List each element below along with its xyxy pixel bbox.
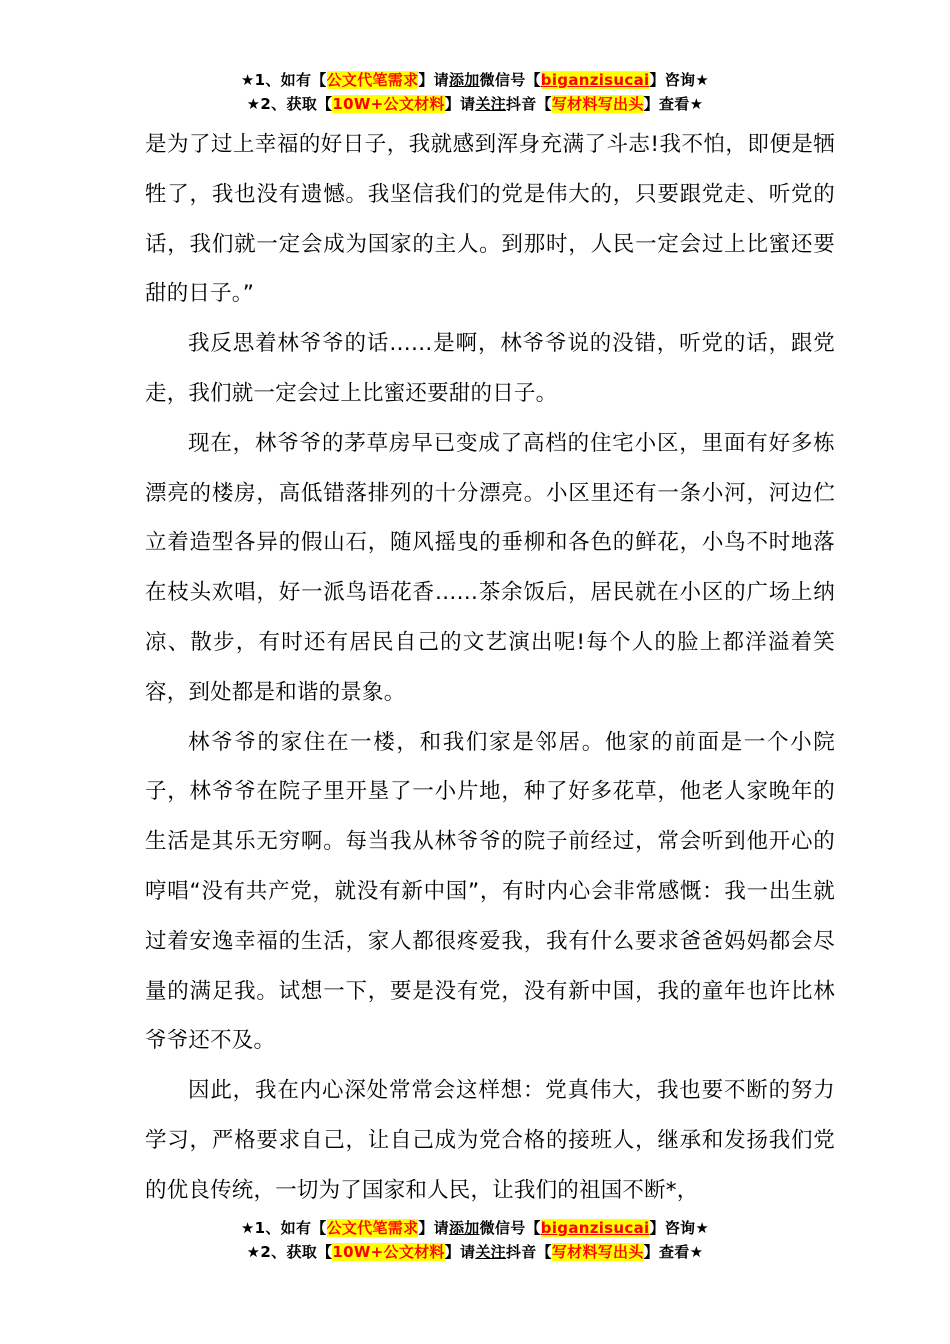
footer-banner-line-1 — [0, 1216, 950, 1240]
ghostwriting-highlight: 公文代笔需求 — [326, 1219, 419, 1237]
wechat-id-link[interactable]: biganzisucai — [540, 1219, 650, 1237]
banner-text: 】请 — [444, 1243, 476, 1261]
paragraph-2: 我反思着林爷爷的话……是啊，林爷爷说的没错，听党的话，跟党走，我们就一定会过上比蜜还要甜的日子。 — [145, 331, 835, 406]
footer-banner — [0, 1216, 950, 1264]
banner-text: 抖音【 — [505, 95, 552, 113]
follow-underline: 关注 — [475, 1243, 506, 1261]
banner-text: 】咨询★ — [649, 71, 710, 89]
ghostwriting-highlight: 公文代笔需求 — [326, 71, 419, 89]
banner-text: 】请 — [418, 1219, 449, 1237]
banner-text: 】咨询★ — [649, 1219, 710, 1237]
paragraph-1: 是为了过上幸福的好日子，我就感到浑身充满了斗志!我不怕，即便是牺牲了，我也没有遗憾。我坚信我们的党是伟大的，只要跟党走、听党的话，我们就一定会成为国家的主人。到那时，人民一定会过上比蜜还要甜的日子。” — [145, 132, 835, 307]
follow-underline: 关注 — [475, 95, 506, 113]
header-banner-line-2 — [0, 92, 950, 116]
banner-text: ★2、获取【 — [246, 95, 333, 113]
document-body — [145, 120, 835, 1216]
banner-text: 抖音【 — [505, 1243, 552, 1261]
materials-highlight: 10W+公文材料 — [332, 1243, 445, 1261]
douyin-account-highlight[interactable]: 写材料写出头 — [551, 1243, 644, 1261]
wechat-id-link[interactable]: biganzisucai — [540, 71, 650, 89]
footer-banner-line-2 — [0, 1240, 950, 1264]
add-underline: 添加 — [448, 71, 480, 89]
banner-text: 微信号【 — [479, 1219, 541, 1237]
banner-text: 】请 — [444, 95, 476, 113]
add-underline: 添加 — [448, 1219, 480, 1237]
banner-text: 微信号【 — [479, 71, 541, 89]
paragraph-5: 因此，我在内心深处常常会这样想：党真伟大，我也要不断的努力学习，严格要求自己，让自己成为党合格的接班人，继承和发扬我们党的优良传统，一切为了国家和人民，让我们的祖国不断*， — [145, 1078, 835, 1203]
banner-text: 】查看★ — [643, 1243, 704, 1261]
douyin-account-highlight[interactable]: 写材料写出头 — [551, 95, 644, 113]
banner-text: 】查看★ — [643, 95, 704, 113]
paragraph-4: 林爷爷的家住在一楼，和我们家是邻居。他家的前面是一个小院子，林爷爷在院子里开垦了一小片地，种了好多花草，他老人家晚年的生活是其乐无穷啊。每当我从林爷爷的院子前经过，常会听到他开心的哼唱“没有共产党，就没有新中国”，有时内心会非常感慨：我一出生就过着安逸幸福的生活，家人都很疼爱我，我有什么要求爸爸妈妈都会尽量的满足我。试想一下，要是没有党，没有新中国，我的童年也许比林爷爷还不及。 — [145, 729, 835, 1054]
header-banner-line-1 — [0, 68, 950, 92]
materials-highlight: 10W+公文材料 — [332, 95, 445, 113]
banner-text: ★1、如有【 — [240, 71, 327, 89]
header-banner — [0, 68, 950, 116]
banner-text: 】请 — [418, 71, 449, 89]
banner-text: ★1、如有【 — [240, 1219, 327, 1237]
banner-text: ★2、获取【 — [246, 1243, 333, 1261]
paragraph-3: 现在，林爷爷的茅草房早已变成了高档的住宅小区，里面有好多栋漂亮的楼房，高低错落排列的十分漂亮。小区里还有一条小河，河边伫立着造型各异的假山石，随风摇曳的垂柳和各色的鲜花，小鸟不时地落在枝头欢唱，好一派鸟语花香……茶余饭后，居民就在小区的广场上纳凉、散步，有时还有居民自己的文艺演出呢!每个人的脸上都洋溢着笑容，到处都是和谐的景象。 — [145, 430, 835, 705]
